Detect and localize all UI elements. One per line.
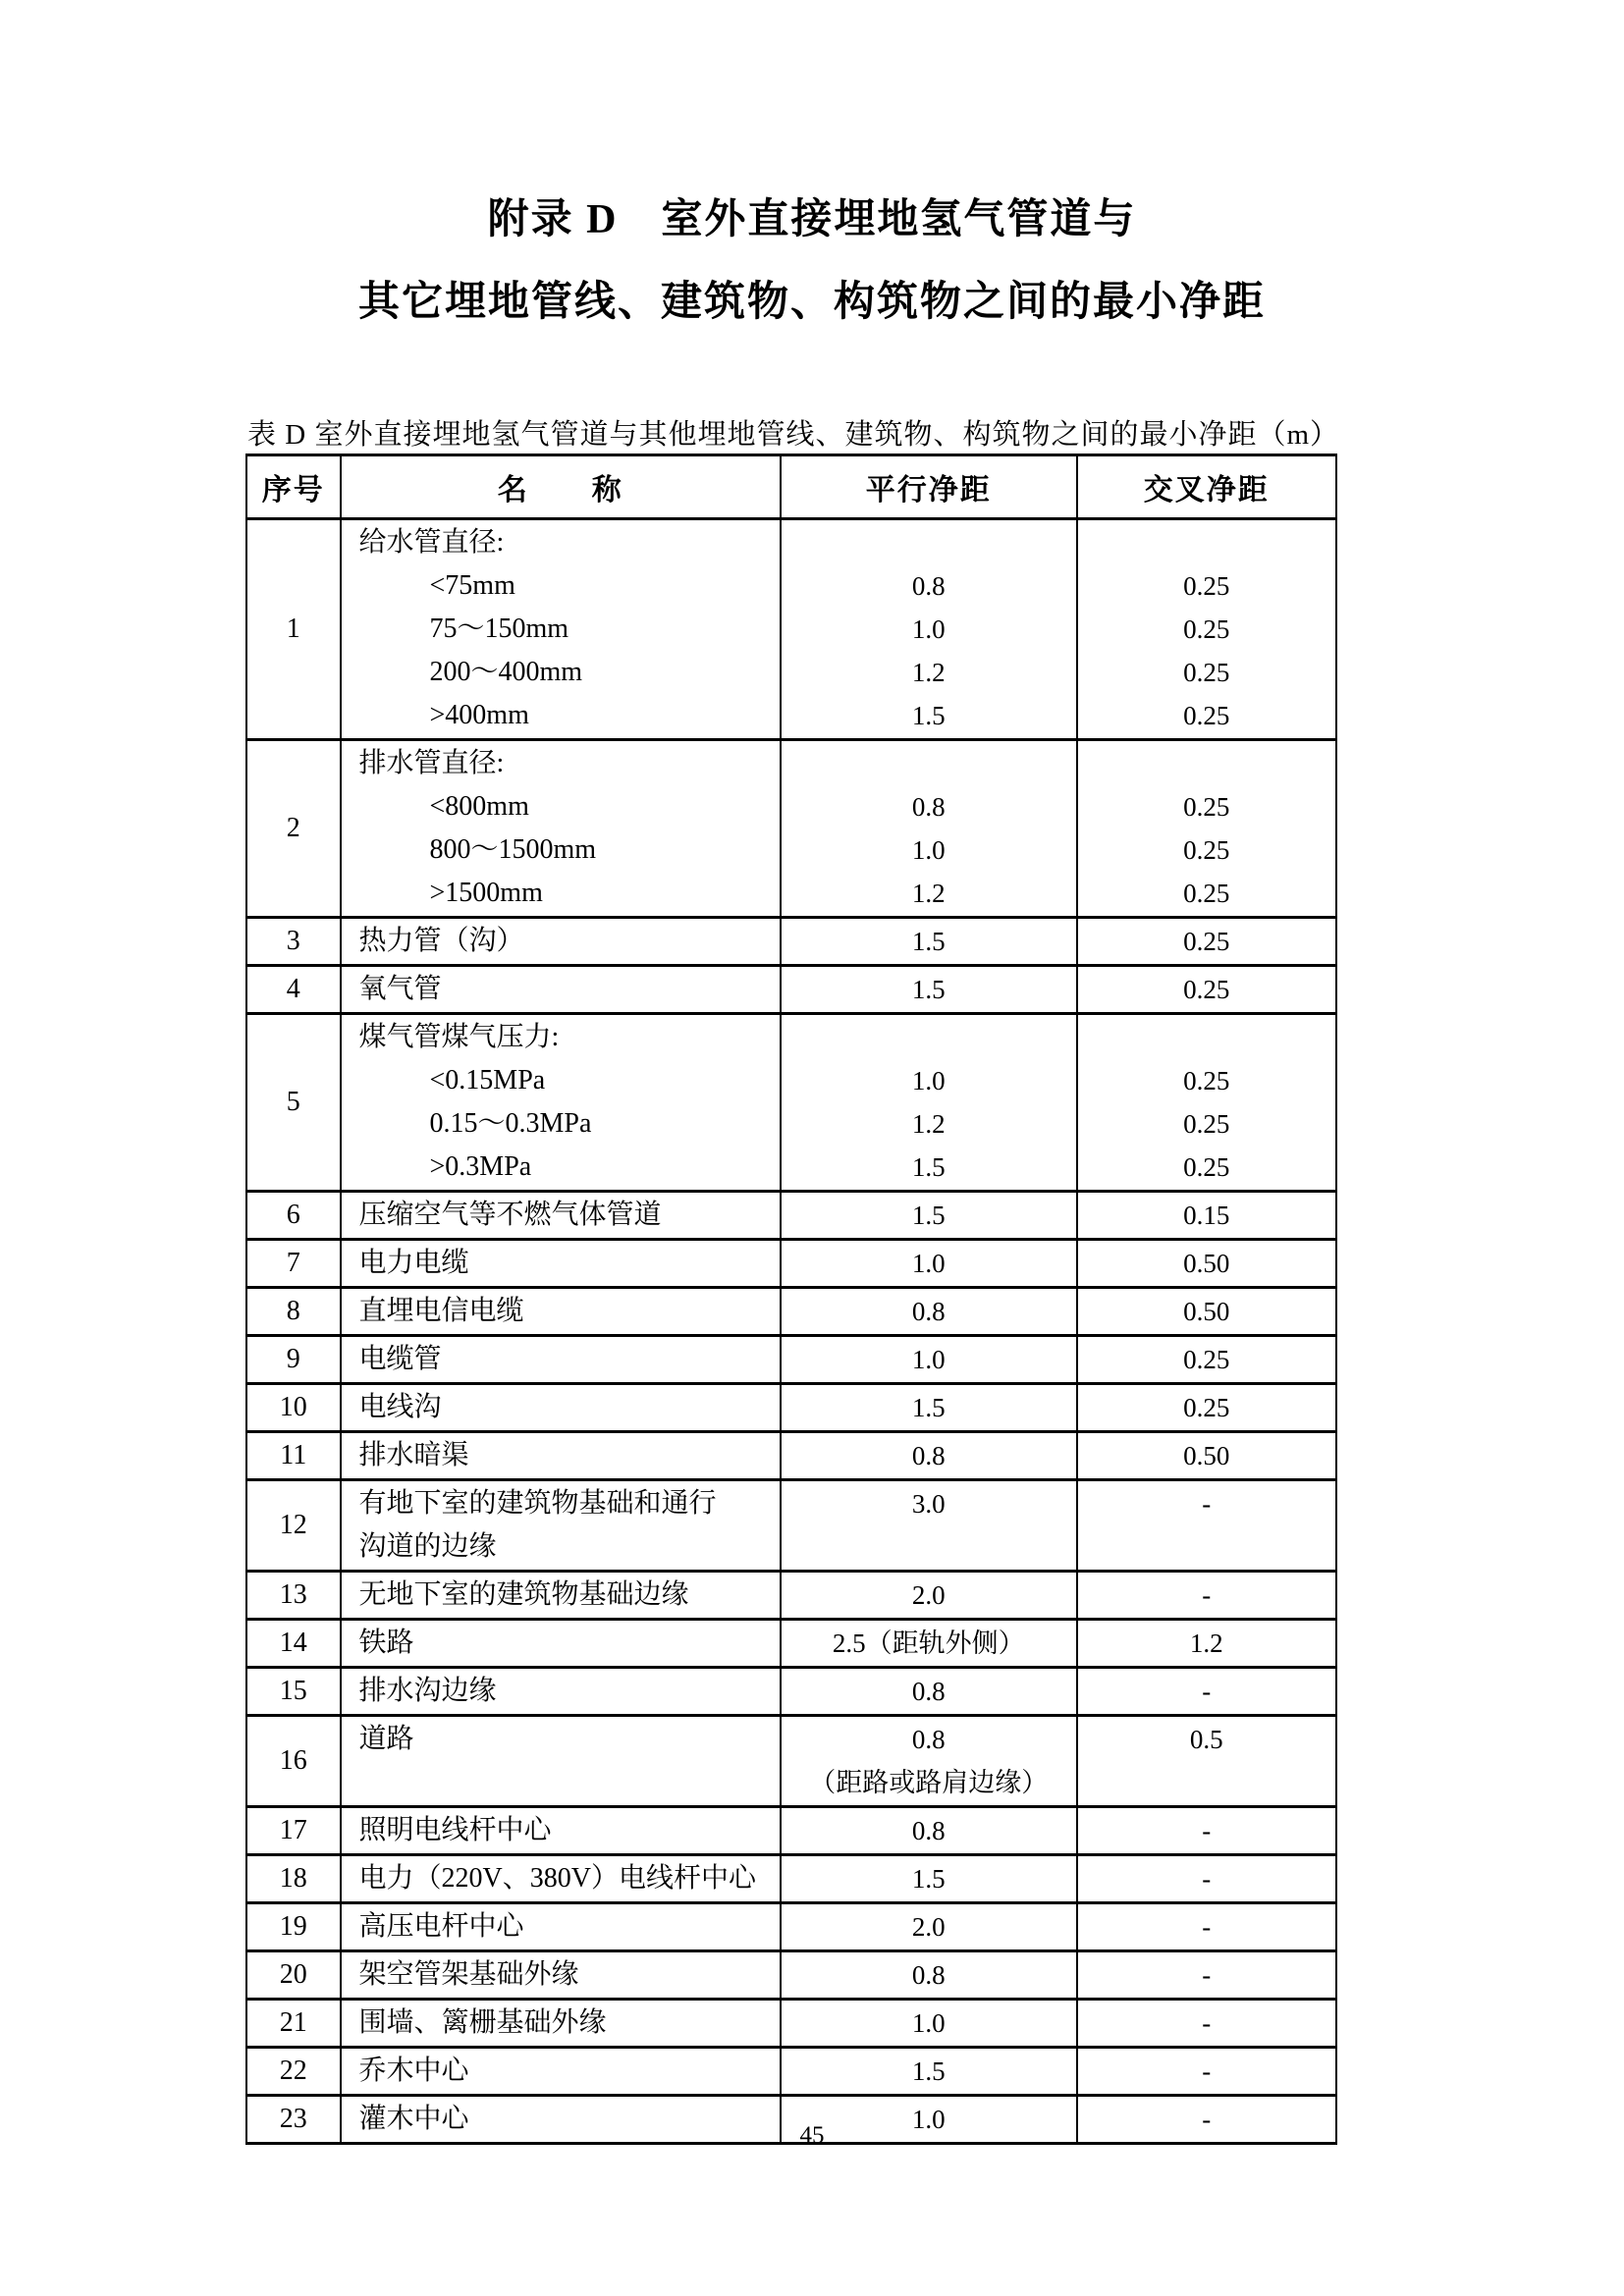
cross-value: 0.25 bbox=[1183, 701, 1230, 730]
cross-value: - bbox=[1202, 1677, 1212, 1706]
parallel-value: 0.8 bbox=[911, 1441, 946, 1470]
cross-value: 0.25 bbox=[1183, 792, 1230, 822]
cross-value: 0.5 bbox=[1189, 1725, 1223, 1754]
cell-cross-clearance bbox=[1077, 1240, 1336, 1288]
cell-name bbox=[341, 918, 781, 966]
cell-parallel-clearance bbox=[781, 1432, 1077, 1480]
table-row bbox=[246, 740, 1336, 918]
table-row bbox=[246, 1951, 1336, 2000]
table-row bbox=[246, 1288, 1336, 1336]
parallel-value: 1.5 bbox=[911, 1152, 946, 1182]
cell-parallel-clearance bbox=[781, 1288, 1077, 1336]
cell-name bbox=[341, 1336, 781, 1384]
table-row bbox=[246, 966, 1336, 1014]
page-title bbox=[0, 179, 1624, 344]
cell-seq-no: 21 bbox=[246, 2000, 341, 2048]
cell-parallel-clearance bbox=[781, 918, 1077, 966]
clearance-table bbox=[245, 454, 1337, 2145]
cell-parallel-clearance bbox=[781, 1384, 1077, 1432]
header-cross-clearance: 交叉净距 bbox=[1077, 455, 1336, 519]
parallel-value bbox=[782, 742, 1076, 785]
parallel-value: （距路或路肩边缘） bbox=[809, 1768, 1049, 1797]
name-line: 架空管架基础外缘 bbox=[358, 1959, 579, 1990]
cross-value: 0.25 bbox=[1183, 571, 1230, 601]
cell-cross-clearance bbox=[1077, 1572, 1336, 1620]
parallel-value: 1.0 bbox=[911, 2008, 946, 2038]
cell-name bbox=[341, 2048, 781, 2096]
cross-value: 0.50 bbox=[1183, 1441, 1230, 1470]
cell-parallel-clearance bbox=[781, 1572, 1077, 1620]
name-line: 煤气管煤气压力: bbox=[358, 1022, 560, 1052]
cell-cross-clearance bbox=[1077, 1668, 1336, 1716]
name-line: 照明电线杆中心 bbox=[358, 1815, 552, 1845]
parallel-value: 1.0 bbox=[911, 614, 946, 644]
name-line: 200～400mm bbox=[429, 657, 583, 687]
cell-seq-no: 12 bbox=[246, 1480, 341, 1572]
cross-value: 1.2 bbox=[1189, 1629, 1223, 1658]
parallel-value: 1.0 bbox=[911, 1345, 946, 1374]
cell-name bbox=[341, 519, 781, 740]
cross-value: 0.25 bbox=[1183, 975, 1230, 1004]
cross-value: 0.25 bbox=[1183, 879, 1230, 908]
parallel-value: 1.2 bbox=[911, 1109, 946, 1139]
name-line: 灌木中心 bbox=[358, 2104, 469, 2134]
table-row bbox=[246, 1903, 1336, 1951]
name-line: 给水管直径: bbox=[358, 527, 505, 558]
cell-cross-clearance bbox=[1077, 1807, 1336, 1855]
cell-seq-no: 22 bbox=[246, 2048, 341, 2096]
parallel-value bbox=[782, 1525, 1076, 1569]
cell-parallel-clearance bbox=[781, 1903, 1077, 1951]
cell-name bbox=[341, 1014, 781, 1192]
cell-cross-clearance bbox=[1077, 918, 1336, 966]
name-line: 沟道的边缘 bbox=[358, 1531, 497, 1562]
parallel-value: 1.0 bbox=[911, 2105, 946, 2134]
name-line bbox=[342, 1761, 780, 1804]
cell-cross-clearance bbox=[1077, 2048, 1336, 2096]
parallel-value bbox=[782, 521, 1076, 564]
parallel-value: 2.5（距轨外侧） bbox=[832, 1629, 1025, 1658]
page-number: 45 bbox=[799, 2122, 825, 2149]
name-line: 800～1500mm bbox=[429, 834, 597, 865]
cross-value: 0.50 bbox=[1183, 1297, 1230, 1326]
parallel-value: 1.5 bbox=[911, 1201, 946, 1230]
cell-parallel-clearance bbox=[781, 1855, 1077, 1903]
cell-seq-no: 6 bbox=[246, 1192, 341, 1240]
cell-cross-clearance bbox=[1077, 740, 1336, 918]
parallel-value: 1.0 bbox=[911, 1249, 946, 1278]
cell-parallel-clearance bbox=[781, 1336, 1077, 1384]
cross-value: - bbox=[1202, 1960, 1212, 1990]
name-line: >400mm bbox=[429, 700, 529, 730]
cross-value: - bbox=[1202, 1912, 1212, 1942]
table-row bbox=[246, 1572, 1336, 1620]
cross-value: - bbox=[1202, 1489, 1212, 1519]
cross-value: - bbox=[1202, 2105, 1212, 2134]
table-row bbox=[246, 1620, 1336, 1668]
cell-seq-no: 15 bbox=[246, 1668, 341, 1716]
cell-name bbox=[341, 1668, 781, 1716]
table-row bbox=[246, 1716, 1336, 1807]
cell-parallel-clearance bbox=[781, 1480, 1077, 1572]
table-row bbox=[246, 918, 1336, 966]
cell-seq-no: 4 bbox=[246, 966, 341, 1014]
cross-value: 0.25 bbox=[1183, 1066, 1230, 1095]
name-line: 排水暗渠 bbox=[358, 1440, 469, 1470]
cross-value: 0.25 bbox=[1183, 927, 1230, 956]
name-line: 高压电杆中心 bbox=[358, 1911, 524, 1942]
name-line: 排水管直径: bbox=[358, 748, 505, 778]
parallel-value: 1.5 bbox=[911, 2056, 946, 2086]
parallel-value: 1.0 bbox=[911, 835, 946, 865]
table-header-row bbox=[246, 455, 1336, 519]
cell-cross-clearance bbox=[1077, 1288, 1336, 1336]
cell-name bbox=[341, 1951, 781, 2000]
cell-seq-no: 23 bbox=[246, 2096, 341, 2144]
header-parallel-clearance: 平行净距 bbox=[781, 455, 1077, 519]
name-line: 直埋电信电缆 bbox=[358, 1296, 524, 1326]
cell-seq-no: 8 bbox=[246, 1288, 341, 1336]
cell-seq-no: 13 bbox=[246, 1572, 341, 1620]
table-row bbox=[246, 1807, 1336, 1855]
name-line: 0.15～0.3MPa bbox=[429, 1108, 592, 1139]
cross-value: - bbox=[1202, 1864, 1212, 1894]
cell-parallel-clearance bbox=[781, 1807, 1077, 1855]
cell-name bbox=[341, 1384, 781, 1432]
cell-name bbox=[341, 1716, 781, 1807]
cell-seq-no: 18 bbox=[246, 1855, 341, 1903]
cross-value: - bbox=[1202, 1580, 1212, 1610]
cell-parallel-clearance bbox=[781, 966, 1077, 1014]
cell-parallel-clearance bbox=[781, 1668, 1077, 1716]
header-seq-no: 序号 bbox=[246, 455, 341, 519]
cross-value bbox=[1078, 1016, 1335, 1059]
cell-cross-clearance bbox=[1077, 1951, 1336, 2000]
cross-value: 0.25 bbox=[1183, 1109, 1230, 1139]
table-row bbox=[246, 1668, 1336, 1716]
cell-cross-clearance bbox=[1077, 1432, 1336, 1480]
name-line: 氧气管 bbox=[358, 974, 442, 1004]
parallel-value: 0.8 bbox=[911, 1960, 946, 1990]
cell-cross-clearance bbox=[1077, 1480, 1336, 1572]
cell-name bbox=[341, 1240, 781, 1288]
cross-value: 0.25 bbox=[1183, 1393, 1230, 1422]
page-title-line2: 其它埋地管线、建筑物、构筑物之间的最小净距 bbox=[357, 280, 1266, 325]
table-row bbox=[246, 1432, 1336, 1480]
header-name: 名 称 bbox=[341, 455, 781, 519]
cell-parallel-clearance bbox=[781, 1014, 1077, 1192]
parallel-value: 2.0 bbox=[911, 1580, 946, 1610]
cell-name bbox=[341, 740, 781, 918]
parallel-value: 1.5 bbox=[911, 927, 946, 956]
cell-seq-no: 7 bbox=[246, 1240, 341, 1288]
cell-name bbox=[341, 1192, 781, 1240]
cell-name bbox=[341, 1288, 781, 1336]
cell-seq-no: 16 bbox=[246, 1716, 341, 1807]
cell-parallel-clearance bbox=[781, 519, 1077, 740]
name-line: 有地下室的建筑物基础和通行 bbox=[358, 1488, 717, 1519]
cell-seq-no: 3 bbox=[246, 918, 341, 966]
cell-seq-no: 9 bbox=[246, 1336, 341, 1384]
name-line: 电线沟 bbox=[358, 1392, 442, 1422]
cross-value bbox=[1078, 1761, 1335, 1804]
cell-name bbox=[341, 966, 781, 1014]
parallel-value: 1.5 bbox=[911, 1864, 946, 1894]
cell-seq-no: 10 bbox=[246, 1384, 341, 1432]
table-row bbox=[246, 1855, 1336, 1903]
name-line: 75～150mm bbox=[429, 614, 569, 644]
cell-parallel-clearance bbox=[781, 1951, 1077, 2000]
table-caption: 表 D 室外直接埋地氢气管道与其他埋地管线、建筑物、构筑物之间的最小净距（m） bbox=[247, 419, 1340, 451]
page-title-line1: 附录 D 室外直接埋地氢气管道与 bbox=[487, 197, 1137, 242]
cross-value bbox=[1078, 1525, 1335, 1569]
cell-parallel-clearance bbox=[781, 1716, 1077, 1807]
name-line: >0.3MPa bbox=[429, 1151, 532, 1182]
cross-value: 0.25 bbox=[1183, 1152, 1230, 1182]
cell-parallel-clearance bbox=[781, 2000, 1077, 2048]
parallel-value: 3.0 bbox=[911, 1489, 946, 1519]
table-row bbox=[246, 2000, 1336, 2048]
cross-value: - bbox=[1202, 1816, 1212, 1845]
name-line: 铁路 bbox=[358, 1628, 414, 1658]
cross-value: 0.25 bbox=[1183, 658, 1230, 687]
name-line: 电力电缆 bbox=[358, 1248, 469, 1278]
parallel-value: 1.0 bbox=[911, 1066, 946, 1095]
cell-cross-clearance bbox=[1077, 1014, 1336, 1192]
cell-cross-clearance bbox=[1077, 1192, 1336, 1240]
cell-name bbox=[341, 1807, 781, 1855]
cell-seq-no: 11 bbox=[246, 1432, 341, 1480]
name-line: <800mm bbox=[429, 791, 529, 822]
name-line: 道路 bbox=[358, 1724, 414, 1754]
table-row bbox=[246, 1240, 1336, 1288]
table-row bbox=[246, 1192, 1336, 1240]
table-row bbox=[246, 1384, 1336, 1432]
cell-seq-no: 14 bbox=[246, 1620, 341, 1668]
cell-cross-clearance bbox=[1077, 1336, 1336, 1384]
cell-cross-clearance bbox=[1077, 519, 1336, 740]
cell-cross-clearance bbox=[1077, 1384, 1336, 1432]
cell-seq-no: 17 bbox=[246, 1807, 341, 1855]
cell-seq-no: 1 bbox=[246, 519, 341, 740]
cell-seq-no: 5 bbox=[246, 1014, 341, 1192]
name-line: 热力管（沟） bbox=[358, 926, 524, 956]
cell-cross-clearance bbox=[1077, 1855, 1336, 1903]
parallel-value: 0.8 bbox=[911, 1297, 946, 1326]
name-line: 电力（220V、380V）电线杆中心 bbox=[358, 1863, 756, 1894]
parallel-value bbox=[782, 1016, 1076, 1059]
parallel-value: 1.2 bbox=[911, 879, 946, 908]
parallel-value: 0.8 bbox=[911, 1725, 946, 1754]
table-row bbox=[246, 1480, 1336, 1572]
parallel-value: 1.5 bbox=[911, 1393, 946, 1422]
cell-name bbox=[341, 1855, 781, 1903]
cell-seq-no: 19 bbox=[246, 1903, 341, 1951]
parallel-value: 1.5 bbox=[911, 701, 946, 730]
cross-value bbox=[1078, 742, 1335, 785]
cell-parallel-clearance bbox=[781, 1192, 1077, 1240]
parallel-value: 0.8 bbox=[911, 1677, 946, 1706]
parallel-value: 2.0 bbox=[911, 1912, 946, 1942]
cell-seq-no: 2 bbox=[246, 740, 341, 918]
parallel-value: 0.8 bbox=[911, 792, 946, 822]
parallel-value: 0.8 bbox=[911, 571, 946, 601]
cross-value: - bbox=[1202, 2056, 1212, 2086]
parallel-value: 0.8 bbox=[911, 1816, 946, 1845]
cross-value: 0.25 bbox=[1183, 1345, 1230, 1374]
cell-cross-clearance bbox=[1077, 1903, 1336, 1951]
table-row bbox=[246, 2048, 1336, 2096]
cross-value: - bbox=[1202, 2008, 1212, 2038]
table-row bbox=[246, 1336, 1336, 1384]
parallel-value: 1.2 bbox=[911, 658, 946, 687]
cell-name bbox=[341, 2000, 781, 2048]
cell-seq-no: 20 bbox=[246, 1951, 341, 2000]
table-row bbox=[246, 519, 1336, 740]
cross-value: 0.25 bbox=[1183, 614, 1230, 644]
cell-name bbox=[341, 1480, 781, 1572]
name-line: <0.15MPa bbox=[429, 1065, 546, 1095]
cell-name bbox=[341, 1432, 781, 1480]
cell-parallel-clearance bbox=[781, 1620, 1077, 1668]
table-row bbox=[246, 1014, 1336, 1192]
name-line: 排水沟边缘 bbox=[358, 1676, 497, 1706]
name-line: 无地下室的建筑物基础边缘 bbox=[358, 1579, 689, 1610]
name-line: 乔木中心 bbox=[358, 2056, 469, 2086]
cell-cross-clearance bbox=[1077, 1716, 1336, 1807]
cross-value: 0.25 bbox=[1183, 835, 1230, 865]
cell-name bbox=[341, 1572, 781, 1620]
cell-name bbox=[341, 1903, 781, 1951]
name-line: >1500mm bbox=[429, 878, 543, 908]
name-line: 压缩空气等不燃气体管道 bbox=[358, 1200, 662, 1230]
cell-cross-clearance bbox=[1077, 966, 1336, 1014]
cross-value bbox=[1078, 521, 1335, 564]
cell-parallel-clearance bbox=[781, 1240, 1077, 1288]
cell-parallel-clearance bbox=[781, 2048, 1077, 2096]
name-line: <75mm bbox=[429, 570, 515, 601]
cell-name bbox=[341, 1620, 781, 1668]
parallel-value: 1.5 bbox=[911, 975, 946, 1004]
name-line: 电缆管 bbox=[358, 1344, 442, 1374]
cross-value: 0.50 bbox=[1183, 1249, 1230, 1278]
name-line: 围墙、篱栅基础外缘 bbox=[358, 2007, 607, 2038]
cell-cross-clearance bbox=[1077, 2000, 1336, 2048]
cell-cross-clearance bbox=[1077, 1620, 1336, 1668]
cross-value: 0.15 bbox=[1183, 1201, 1230, 1230]
cell-parallel-clearance bbox=[781, 740, 1077, 918]
